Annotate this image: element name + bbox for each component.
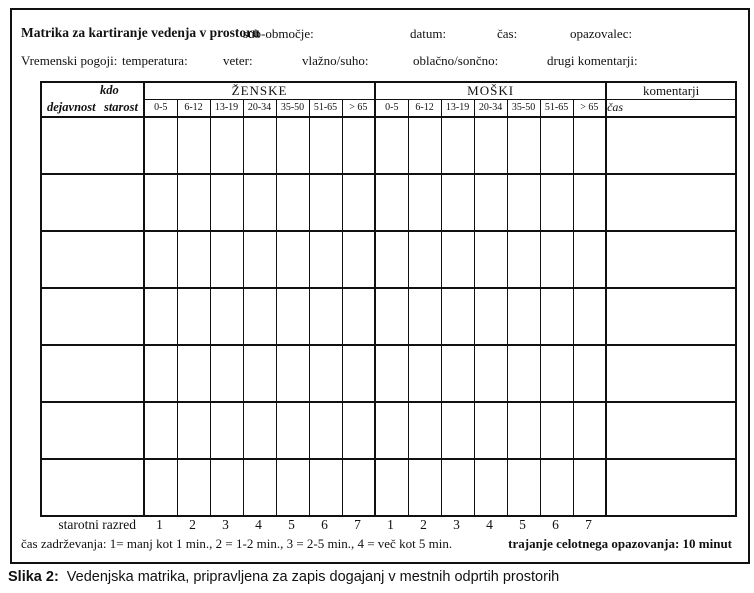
count-cell xyxy=(177,459,210,516)
cloud-label: oblačno/sončno: xyxy=(413,53,499,68)
count-cell xyxy=(375,459,408,516)
count-cell xyxy=(408,345,441,402)
duration-legend: čas zadrževanja: 1= manj kot 1 min., 2 = 1-2 min., 3 = 2-5 min., 4 = več kot 5 min. xyxy=(21,536,453,551)
count-cell xyxy=(540,459,573,516)
sub-area-label: sub-območje: xyxy=(243,26,314,41)
activity-axis-label: dejavnost xyxy=(47,99,96,114)
count-cell xyxy=(474,288,507,345)
count-cell xyxy=(441,231,474,288)
count-cell xyxy=(375,231,408,288)
comment-cell xyxy=(606,288,736,345)
count-cell xyxy=(210,345,243,402)
count-cell xyxy=(276,402,309,459)
count-cell xyxy=(309,174,342,231)
age-class-number: 7 xyxy=(354,517,361,532)
men-age-col-header: 6-12 xyxy=(408,100,441,117)
count-cell xyxy=(177,117,210,174)
age-class-number: 7 xyxy=(585,517,592,532)
count-cell xyxy=(177,402,210,459)
women-age-col-header: 20-34 xyxy=(243,100,276,117)
count-cell xyxy=(276,288,309,345)
age-axis-label: starost xyxy=(103,99,138,114)
count-cell xyxy=(507,231,540,288)
women-age-col-header: 35-50 xyxy=(276,100,309,117)
count-cell xyxy=(474,174,507,231)
count-cell xyxy=(507,288,540,345)
count-cell xyxy=(540,174,573,231)
women-age-col-header: 0-5 xyxy=(144,100,177,117)
women-age-col-header: 13-19 xyxy=(210,100,243,117)
count-cell xyxy=(375,402,408,459)
activity-cell xyxy=(41,174,144,231)
count-cell xyxy=(309,117,342,174)
age-class-row-spacer xyxy=(605,517,735,533)
count-cell xyxy=(408,117,441,174)
count-cell xyxy=(309,345,342,402)
count-cell xyxy=(243,459,276,516)
activity-cell xyxy=(41,117,144,174)
comment-cell xyxy=(606,117,736,174)
comment-cell xyxy=(606,174,736,231)
count-cell xyxy=(144,174,177,231)
activity-cell xyxy=(41,459,144,516)
women-age-col-header: 51-65 xyxy=(309,100,342,117)
count-cell xyxy=(375,345,408,402)
count-cell xyxy=(342,117,375,174)
men-age-col-header: 35-50 xyxy=(507,100,540,117)
age-class-number: 5 xyxy=(519,517,526,532)
table-row xyxy=(41,288,736,345)
table-row xyxy=(41,345,736,402)
count-cell xyxy=(210,459,243,516)
who-header-cell xyxy=(41,82,144,117)
count-cell xyxy=(408,459,441,516)
count-cell xyxy=(177,231,210,288)
count-cell xyxy=(474,117,507,174)
count-cell xyxy=(276,345,309,402)
count-cell xyxy=(540,231,573,288)
table-row xyxy=(41,117,736,174)
activity-cell xyxy=(41,402,144,459)
count-cell xyxy=(243,174,276,231)
count-cell xyxy=(309,459,342,516)
count-cell xyxy=(177,288,210,345)
age-class-row xyxy=(40,517,735,533)
men-age-col-header: 0-5 xyxy=(375,100,408,117)
behavior-matrix-table xyxy=(40,81,737,517)
comment-cell xyxy=(606,231,736,288)
count-cell xyxy=(408,174,441,231)
count-cell xyxy=(243,402,276,459)
count-cell xyxy=(441,459,474,516)
count-cell xyxy=(276,174,309,231)
count-cell xyxy=(243,345,276,402)
count-cell xyxy=(210,402,243,459)
count-cell xyxy=(144,231,177,288)
form-title: Matrika za kartiranje vedenja v prostoru xyxy=(21,25,260,40)
age-class-number: 3 xyxy=(222,517,229,532)
count-cell xyxy=(375,288,408,345)
men-age-col-header: 51-65 xyxy=(540,100,573,117)
activity-cell xyxy=(41,345,144,402)
count-cell xyxy=(210,117,243,174)
women-group-header: ŽENSKE xyxy=(144,82,375,100)
count-cell xyxy=(540,288,573,345)
who-label: kdo xyxy=(100,83,119,97)
count-cell xyxy=(177,345,210,402)
count-cell xyxy=(573,174,606,231)
table-row xyxy=(41,402,736,459)
wind-label: veter: xyxy=(223,53,253,68)
time-label: čas: xyxy=(497,26,518,41)
age-class-number: 5 xyxy=(288,517,295,532)
count-cell xyxy=(408,402,441,459)
age-class-number: 2 xyxy=(420,517,427,532)
count-cell xyxy=(441,288,474,345)
count-cell xyxy=(507,402,540,459)
count-cell xyxy=(474,231,507,288)
age-class-number: 2 xyxy=(189,517,196,532)
count-cell xyxy=(243,231,276,288)
count-cell xyxy=(441,402,474,459)
count-cell xyxy=(342,402,375,459)
comments-header: komentarji xyxy=(606,82,736,100)
count-cell xyxy=(375,117,408,174)
count-cell xyxy=(276,459,309,516)
age-class-number: 6 xyxy=(321,517,328,532)
age-class-number: 1 xyxy=(156,517,163,532)
count-cell xyxy=(474,345,507,402)
women-age-col-header: > 65 xyxy=(342,100,375,117)
men-group-header: MOŠKI xyxy=(375,82,606,100)
count-cell xyxy=(573,459,606,516)
total-duration-note: trajanje celotnega opazovanja: 10 minut xyxy=(508,536,732,551)
age-class-number: 3 xyxy=(453,517,460,532)
count-cell xyxy=(243,117,276,174)
men-age-col-header: 13-19 xyxy=(441,100,474,117)
count-cell xyxy=(210,174,243,231)
count-cell xyxy=(540,345,573,402)
age-class-number: 4 xyxy=(255,517,262,532)
men-age-col-header: 20-34 xyxy=(474,100,507,117)
count-cell xyxy=(210,288,243,345)
comment-cell xyxy=(606,345,736,402)
count-cell xyxy=(177,174,210,231)
other-comments-label: drugi komentarji: xyxy=(547,53,638,68)
count-cell xyxy=(144,117,177,174)
age-class-number: 1 xyxy=(387,517,394,532)
count-cell xyxy=(573,288,606,345)
time-subheader: čas xyxy=(606,100,736,117)
activity-cell xyxy=(41,231,144,288)
count-cell xyxy=(474,402,507,459)
count-cell xyxy=(441,117,474,174)
count-cell xyxy=(540,117,573,174)
count-cell xyxy=(507,345,540,402)
count-cell xyxy=(342,459,375,516)
count-cell xyxy=(144,288,177,345)
count-cell xyxy=(573,231,606,288)
count-cell xyxy=(210,231,243,288)
count-cell xyxy=(309,402,342,459)
date-label: datum: xyxy=(410,26,447,41)
count-cell xyxy=(441,345,474,402)
count-cell xyxy=(507,459,540,516)
count-cell xyxy=(441,174,474,231)
humidity-label: vlažno/suho: xyxy=(302,53,369,68)
age-class-label: starotni razred xyxy=(58,517,136,532)
comment-cell xyxy=(606,459,736,516)
count-cell xyxy=(375,174,408,231)
count-cell xyxy=(144,345,177,402)
observer-label: opazovalec: xyxy=(570,26,633,41)
men-age-col-header: > 65 xyxy=(573,100,606,117)
figure-caption-label: Slika 2: xyxy=(8,569,59,585)
table-row xyxy=(41,231,736,288)
women-age-col-header: 6-12 xyxy=(177,100,210,117)
count-cell xyxy=(243,288,276,345)
count-cell xyxy=(408,288,441,345)
count-cell xyxy=(573,345,606,402)
table-row xyxy=(41,174,736,231)
age-class-number: 4 xyxy=(486,517,493,532)
figure-caption-text: Vedenjska matrika, pripravljena za zapis dogajanj v mestnih odprtih prostorih xyxy=(66,569,560,585)
activity-cell xyxy=(41,288,144,345)
count-cell xyxy=(474,459,507,516)
temperature-label: temperatura: xyxy=(122,53,188,68)
count-cell xyxy=(309,288,342,345)
count-cell xyxy=(342,345,375,402)
count-cell xyxy=(144,402,177,459)
count-cell xyxy=(342,288,375,345)
count-cell xyxy=(342,231,375,288)
count-cell xyxy=(408,231,441,288)
matrix-body xyxy=(41,117,736,516)
count-cell xyxy=(540,402,573,459)
count-cell xyxy=(573,402,606,459)
weather-label: Vremenski pogoji: xyxy=(21,53,118,68)
table-row xyxy=(41,459,736,516)
count-cell xyxy=(144,459,177,516)
count-cell xyxy=(309,231,342,288)
figure-caption xyxy=(8,569,559,585)
count-cell xyxy=(573,117,606,174)
count-cell xyxy=(276,117,309,174)
count-cell xyxy=(507,117,540,174)
age-class-number: 6 xyxy=(552,517,559,532)
count-cell xyxy=(276,231,309,288)
count-cell xyxy=(342,174,375,231)
comment-cell xyxy=(606,402,736,459)
count-cell xyxy=(507,174,540,231)
